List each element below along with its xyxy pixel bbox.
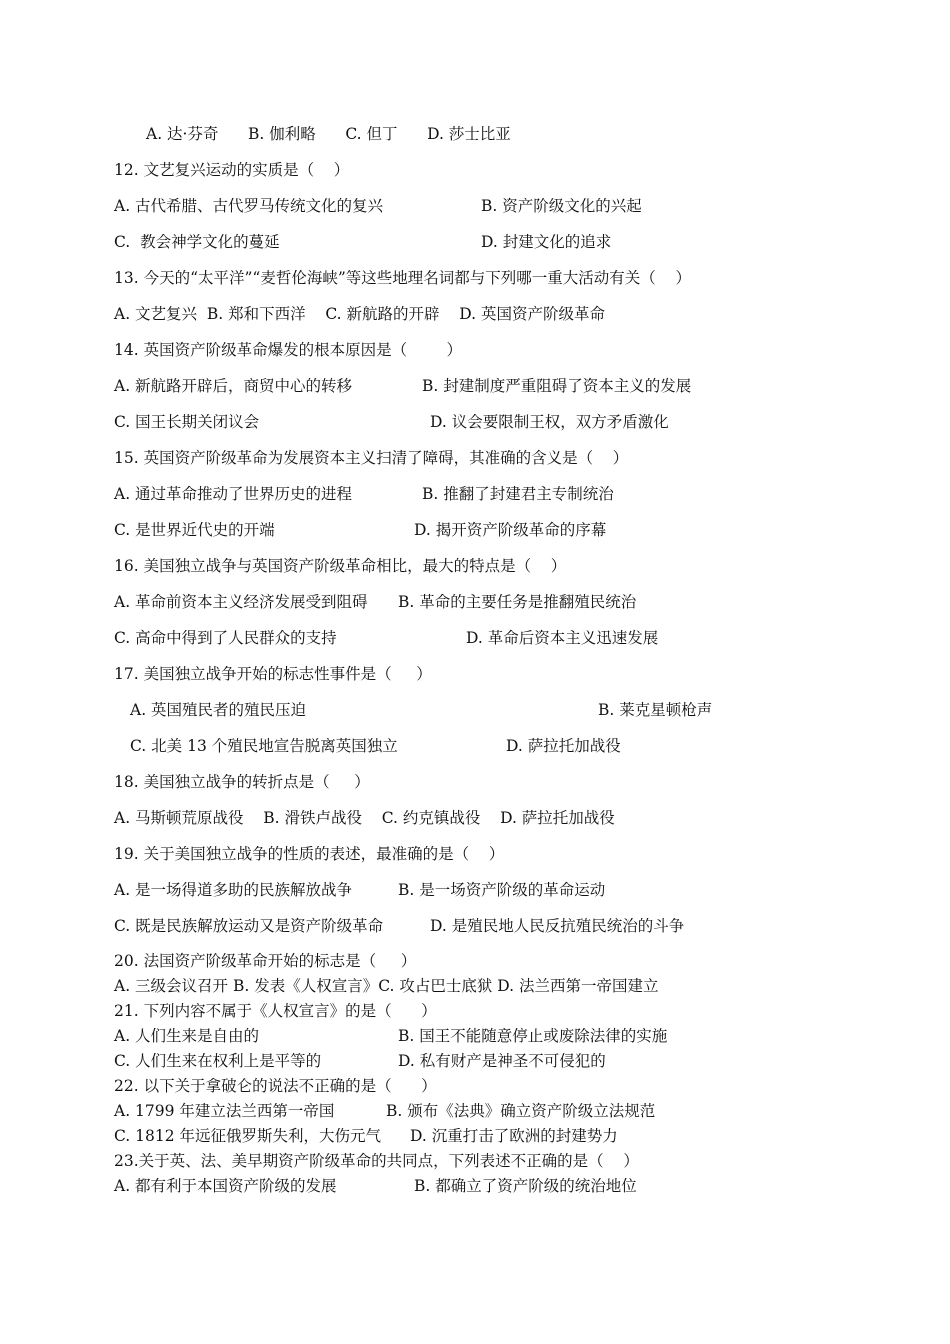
q16-stem: 16. 美国独立战争与英国资产阶级革命相比，最大的特点是（ ） bbox=[114, 557, 567, 575]
q15-option-c: C. 是世界近代史的开端 bbox=[114, 521, 275, 539]
q17-option-c: C. 北美 13 个殖民地宣告脱离英国独立 bbox=[130, 737, 398, 755]
q21-option-d: D. 私有财产是神圣不可侵犯的 bbox=[398, 1052, 606, 1070]
q14-option-b: B. 封建制度严重阻碍了资本主义的发展 bbox=[422, 377, 692, 395]
q13-options: A. 文艺复兴 B. 郑和下西洋 C. 新航路的开辟 D. 英国资产阶级革命 bbox=[114, 305, 605, 323]
q16-option-a: A. 革命前资本主义经济发展受到阻碍 bbox=[114, 593, 368, 611]
q23-stem: 23.关于英、法、美早期资产阶级革命的共同点，下列表述不正确的是（ ） bbox=[114, 1152, 639, 1170]
q21-option-c: C. 人们生来在权利上是平等的 bbox=[114, 1052, 322, 1070]
q18-stem: 18. 美国独立战争的转折点是（ ） bbox=[114, 773, 370, 791]
q23-option-b: B. 都确立了资产阶级的统治地位 bbox=[414, 1177, 637, 1195]
q17-option-b: B. 莱克星顿枪声 bbox=[598, 701, 713, 719]
q12-option-d: D. 封建文化的追求 bbox=[481, 233, 612, 251]
q22-option-c: C. 1812 年远征俄罗斯失利，大伤元气 bbox=[114, 1127, 382, 1145]
q12-option-a: A. 古代希腊、古代罗马传统文化的复兴 bbox=[114, 197, 384, 215]
q15-option-b: B. 推翻了封建君主专制统治 bbox=[422, 485, 614, 503]
q19-option-b: B. 是一场资产阶级的革命运动 bbox=[398, 881, 606, 899]
q13-stem: 13. 今天的“太平洋”“麦哲伦海峡”等这些地理名词都与下列哪一重大活动有关（ ） bbox=[114, 269, 691, 287]
q12-option-b: B. 资产阶级文化的兴起 bbox=[481, 197, 642, 215]
q23-option-a: A. 都有利于本国资产阶级的发展 bbox=[114, 1177, 337, 1195]
q21-stem: 21. 下列内容不属于《人权宣言》的是（ ） bbox=[114, 1002, 437, 1020]
q15-option-a: A. 通过革命推动了世界历史的进程 bbox=[114, 485, 353, 503]
q20-stem: 20. 法国资产阶级革命开始的标志是（ ） bbox=[114, 952, 417, 970]
q18-options: A. 马斯顿荒原战役 B. 滑铁卢战役 C. 约克镇战役 D. 萨拉托加战役 bbox=[114, 809, 615, 827]
q16-option-c: C. 高命中得到了人民群众的支持 bbox=[114, 629, 337, 647]
q11-options: A. 达·芬奇 B. 伽利略 C. 但丁 D. 莎士比亚 bbox=[146, 125, 511, 143]
q22-stem: 22. 以下关于拿破仑的说法不正确的是（ ） bbox=[114, 1077, 437, 1095]
q17-option-d: D. 萨拉托加战役 bbox=[506, 737, 621, 755]
q17-option-a: A. 英国殖民者的殖民压迫 bbox=[130, 701, 307, 719]
q12-option-c: C. 教会神学文化的蔓延 bbox=[114, 233, 280, 251]
q19-option-d: D. 是殖民地人民反抗殖民统治的斗争 bbox=[430, 917, 685, 935]
q21-option-b: B. 国王不能随意停止或废除法律的实施 bbox=[398, 1027, 668, 1045]
q22-option-d: D. 沉重打击了欧洲的封建势力 bbox=[410, 1127, 618, 1145]
q12-stem: 12. 文艺复兴运动的实质是（ ） bbox=[114, 161, 350, 179]
q19-option-c: C. 既是民族解放运动又是资产阶级革命 bbox=[114, 917, 384, 935]
q15-option-d: D. 揭开资产阶级革命的序幕 bbox=[414, 521, 607, 539]
q19-option-a: A. 是一场得道多助的民族解放战争 bbox=[114, 881, 353, 899]
q20-options: A. 三级会议召开 B. 发表《人权宣言》C. 攻占巴士底狱 D. 法兰西第一帝国建立 bbox=[114, 977, 659, 995]
q22-option-a: A. 1799 年建立法兰西第一帝国 bbox=[114, 1102, 335, 1120]
q22-option-b: B. 颁布《法典》确立资产阶级立法规范 bbox=[386, 1102, 656, 1120]
q14-option-c: C. 国王长期关闭议会 bbox=[114, 413, 260, 431]
q14-option-d: D. 议会要限制王权，双方矛盾激化 bbox=[430, 413, 669, 431]
q15-stem: 15. 英国资产阶级革命为发展资本主义扫清了障碍，其准确的含义是（ ） bbox=[114, 449, 629, 467]
q14-option-a: A. 新航路开辟后，商贸中心的转移 bbox=[114, 377, 353, 395]
q17-stem: 17. 美国独立战争开始的标志性事件是（ ） bbox=[114, 665, 432, 683]
q16-option-d: D. 革命后资本主义迅速发展 bbox=[466, 629, 659, 647]
q21-option-a: A. 人们生来是自由的 bbox=[114, 1027, 260, 1045]
q14-stem: 14. 英国资产阶级革命爆发的根本原因是（ ） bbox=[114, 341, 462, 359]
q16-option-b: B. 革命的主要任务是推翻殖民统治 bbox=[398, 593, 637, 611]
q19-stem: 19. 关于美国独立战争的性质的表述，最准确的是（ ） bbox=[114, 845, 505, 863]
